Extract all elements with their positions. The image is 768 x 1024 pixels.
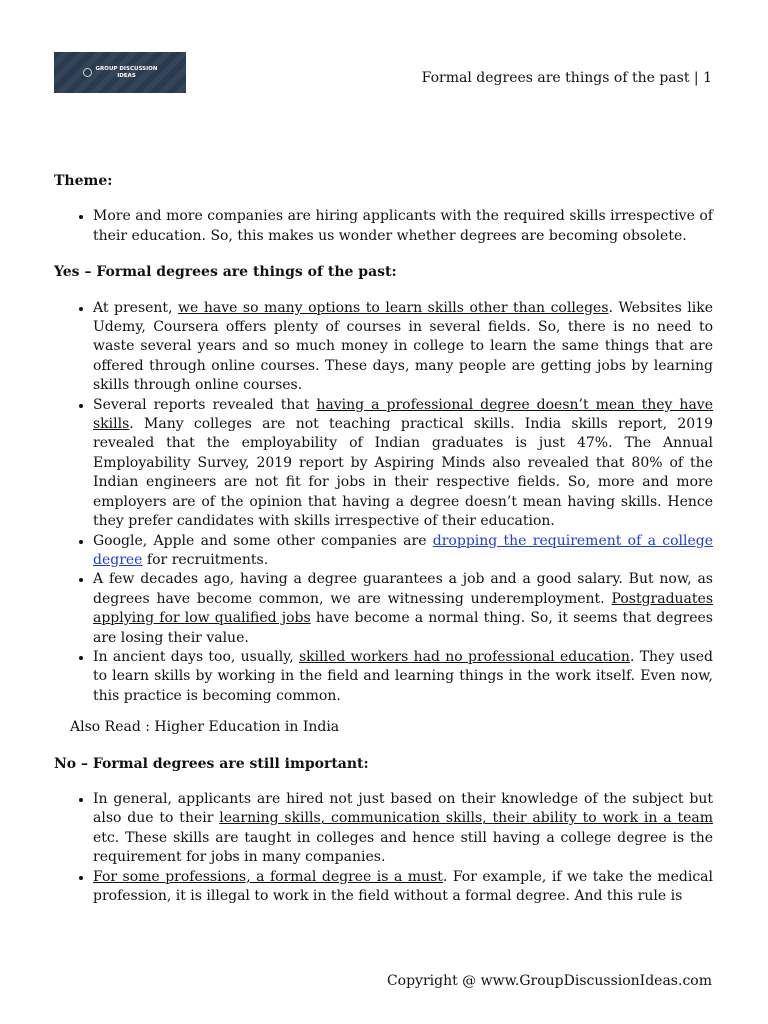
list-item: • In general, applicants are hired not just based on their knowledge of the subject but also due to their learning skills, communication skills, their ability to work in a team etc. These skills are taught in colleges and hence still having a college degree is the requirement for jobs in many companies. <box>93 790 713 868</box>
theme-list <box>54 207 713 246</box>
logo-text: GROUP DISCUSSION IDEAS <box>95 66 158 79</box>
underlined-text: skilled workers had no professional education <box>298 648 630 665</box>
footer-copyright: Copyright @ www.GroupDiscussionIdeas.com <box>386 973 712 989</box>
logo-icon <box>83 68 92 77</box>
underlined-text: For some professions, a formal degree is a must <box>93 868 443 885</box>
site-logo <box>54 52 186 93</box>
underlined-text: having a professional degree doesn’t mean they have skills <box>93 396 713 433</box>
yes-heading: Yes – Formal degrees are things of the past: <box>54 264 397 281</box>
theme-heading: Theme: <box>54 173 113 189</box>
document-body <box>54 172 713 906</box>
underlined-text: we have so many options to learn skills other than colleges <box>178 299 609 316</box>
page-header-title: Formal degrees are things of the past | 1 <box>421 70 712 86</box>
list-item: • A few decades ago, having a degree guarantees a job and a good salary. But now, as degrees have become common, we are witnessing underemployment. Postgraduates applying for low qualified jobs have become a normal thing. So, it seems that degrees are losing their value. <box>93 570 713 648</box>
list-item: • For some professions, a formal degree is a must. For example, if we take the medical profession, it is illegal to work in the field without a formal degree. And this rule is <box>93 868 713 907</box>
also-read: Also Read : Higher Education in India <box>70 719 340 736</box>
list-item: • Several reports revealed that having a professional degree doesn’t mean they have skills. Many colleges are not teaching practical skills. India skills report, 2019 revealed that the employability of Indian graduates is just 47%. The Annual Employability Survey, 2019 report by Aspiring Minds also revealed that 80% of the Indian engineers are not fit for jobs in their respective fields. So, more and more employers are of the opinion that having a degree doesn’t mean having skills. Hence they prefer candidates with skills irrespective of their education. <box>93 396 713 532</box>
list-item: • Google, Apple and some other companies are dropping the requirement of a college degree for recruitments. <box>93 532 713 571</box>
list-item: • At present, we have so many options to learn skills other than colleges. Websites like Udemy, Coursera offers plenty of courses in several fields. So, there is no need to waste several years and so much money in college to learn the same things that are offered through online courses. These days, many people are getting jobs by learning skills through online courses. <box>93 299 713 396</box>
no-heading: No – Formal degrees are still important: <box>54 755 369 772</box>
underlined-text: Postgraduates applying for low qualified jobs <box>93 590 713 627</box>
underlined-text: learning skills, communication skills, their ability to work in a team <box>219 810 713 827</box>
list-item: • More and more companies are hiring applicants with the required skills irrespective of their education. So, this makes us wonder whether degrees are becoming obsolete. <box>93 207 713 246</box>
no-list <box>54 790 713 906</box>
college-degree-link[interactable]: dropping the requirement of a college degree <box>93 532 713 568</box>
yes-list <box>54 299 713 707</box>
list-item: • In ancient days too, usually, skilled workers had no professional education. They used to learn skills by working in the field and learning things in the work itself. Even now, this practice is becoming common. <box>93 648 713 706</box>
